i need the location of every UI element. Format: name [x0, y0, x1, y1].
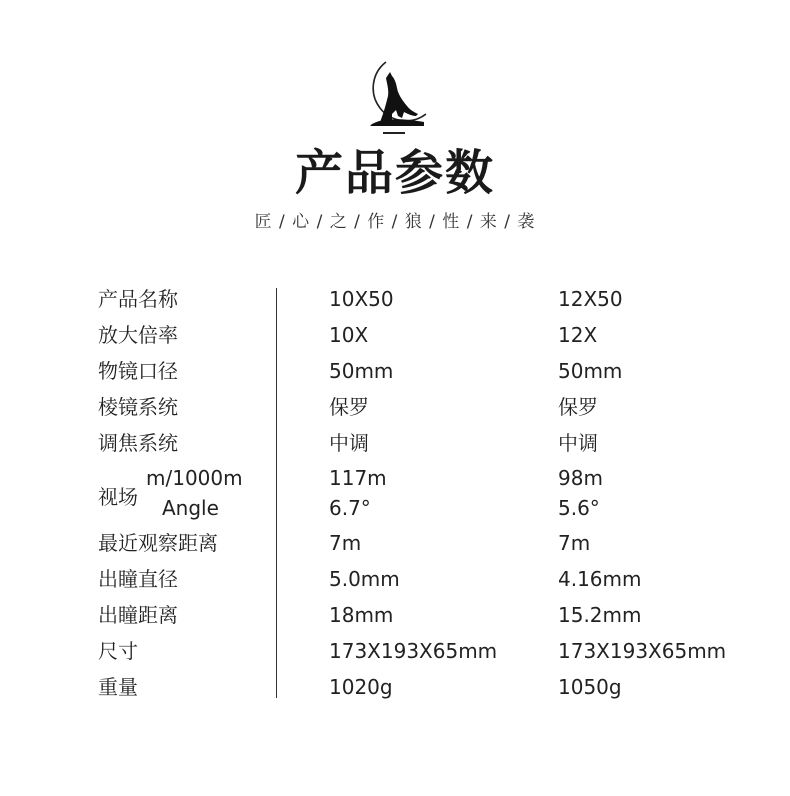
- spec-sublabel-meters: m/1000m: [146, 466, 243, 490]
- spec-label: 视场: [98, 485, 138, 509]
- table-row: [96, 425, 776, 461]
- page-subtitle: 匠 / 心 / 之 / 作 / 狼 / 性 / 来 / 袭: [254, 212, 536, 232]
- spec-value-12x50: 50mm: [558, 359, 623, 383]
- spec-value-10x50: 保罗: [329, 395, 369, 419]
- table-row: [96, 281, 776, 317]
- spec-label: 产品名称: [98, 287, 178, 311]
- table-row: [96, 525, 776, 561]
- spec-sublabel-angle: Angle: [162, 496, 219, 520]
- spec-value-12x50: 15.2mm: [558, 603, 642, 627]
- spec-label: 放大倍率: [98, 323, 178, 347]
- spec-value-12x50: 中调: [558, 431, 598, 455]
- spec-label: 物镜口径: [98, 359, 178, 383]
- fov-meters-value: 117m: [329, 466, 387, 490]
- spec-value-12x50: 12X: [558, 323, 598, 347]
- table-row: [96, 317, 776, 353]
- table-row: [96, 353, 776, 389]
- spec-label: 出瞳直径: [98, 567, 178, 591]
- howling-wolf-icon: [352, 52, 436, 136]
- spec-value-12x50: 保罗: [558, 395, 598, 419]
- spec-value-10x50: 173X193X65mm: [329, 639, 498, 663]
- brand-logo: [352, 52, 436, 136]
- spec-value-10x50: 中调: [329, 431, 369, 455]
- spec-value-12x50: 4.16mm: [558, 567, 642, 591]
- fov-angle-value: 5.6°: [558, 496, 600, 520]
- spec-label: 尺寸: [98, 639, 138, 663]
- spec-value-10x50: 10X50: [329, 287, 394, 311]
- spec-label: 出瞳距离: [98, 603, 178, 627]
- table-row-field-of-view: [96, 461, 776, 525]
- spec-value-10x50: 18mm: [329, 603, 394, 627]
- spec-value-10x50: 5.0mm: [329, 567, 400, 591]
- spec-value-12x50: 7m: [558, 531, 591, 555]
- table-row: [96, 389, 776, 425]
- spec-value-10x50: 10X: [329, 323, 369, 347]
- fov-meters-value: 98m: [558, 466, 603, 490]
- table-row: [96, 597, 776, 633]
- spec-value-10x50: 1020g: [329, 675, 393, 699]
- spec-label: 棱镜系统: [98, 395, 178, 419]
- spec-label: 重量: [98, 675, 138, 699]
- spec-value-12x50: 1050g: [558, 675, 622, 699]
- fov-angle-value: 6.7°: [329, 496, 371, 520]
- table-row: [96, 669, 776, 705]
- table-row: [96, 633, 776, 669]
- spec-value-12x50: [558, 463, 603, 523]
- spec-value-10x50: 7m: [329, 531, 362, 555]
- table-row: [96, 561, 776, 597]
- spec-value-10x50: [329, 463, 387, 523]
- spec-value-12x50: 173X193X65mm: [558, 639, 727, 663]
- spec-table: [96, 281, 776, 705]
- spec-value-10x50: 50mm: [329, 359, 394, 383]
- spec-label: 最近观察距离: [98, 531, 218, 555]
- spec-value-12x50: 12X50: [558, 287, 623, 311]
- page-title: 产品参数: [294, 145, 495, 201]
- spec-label: 调焦系统: [98, 431, 178, 455]
